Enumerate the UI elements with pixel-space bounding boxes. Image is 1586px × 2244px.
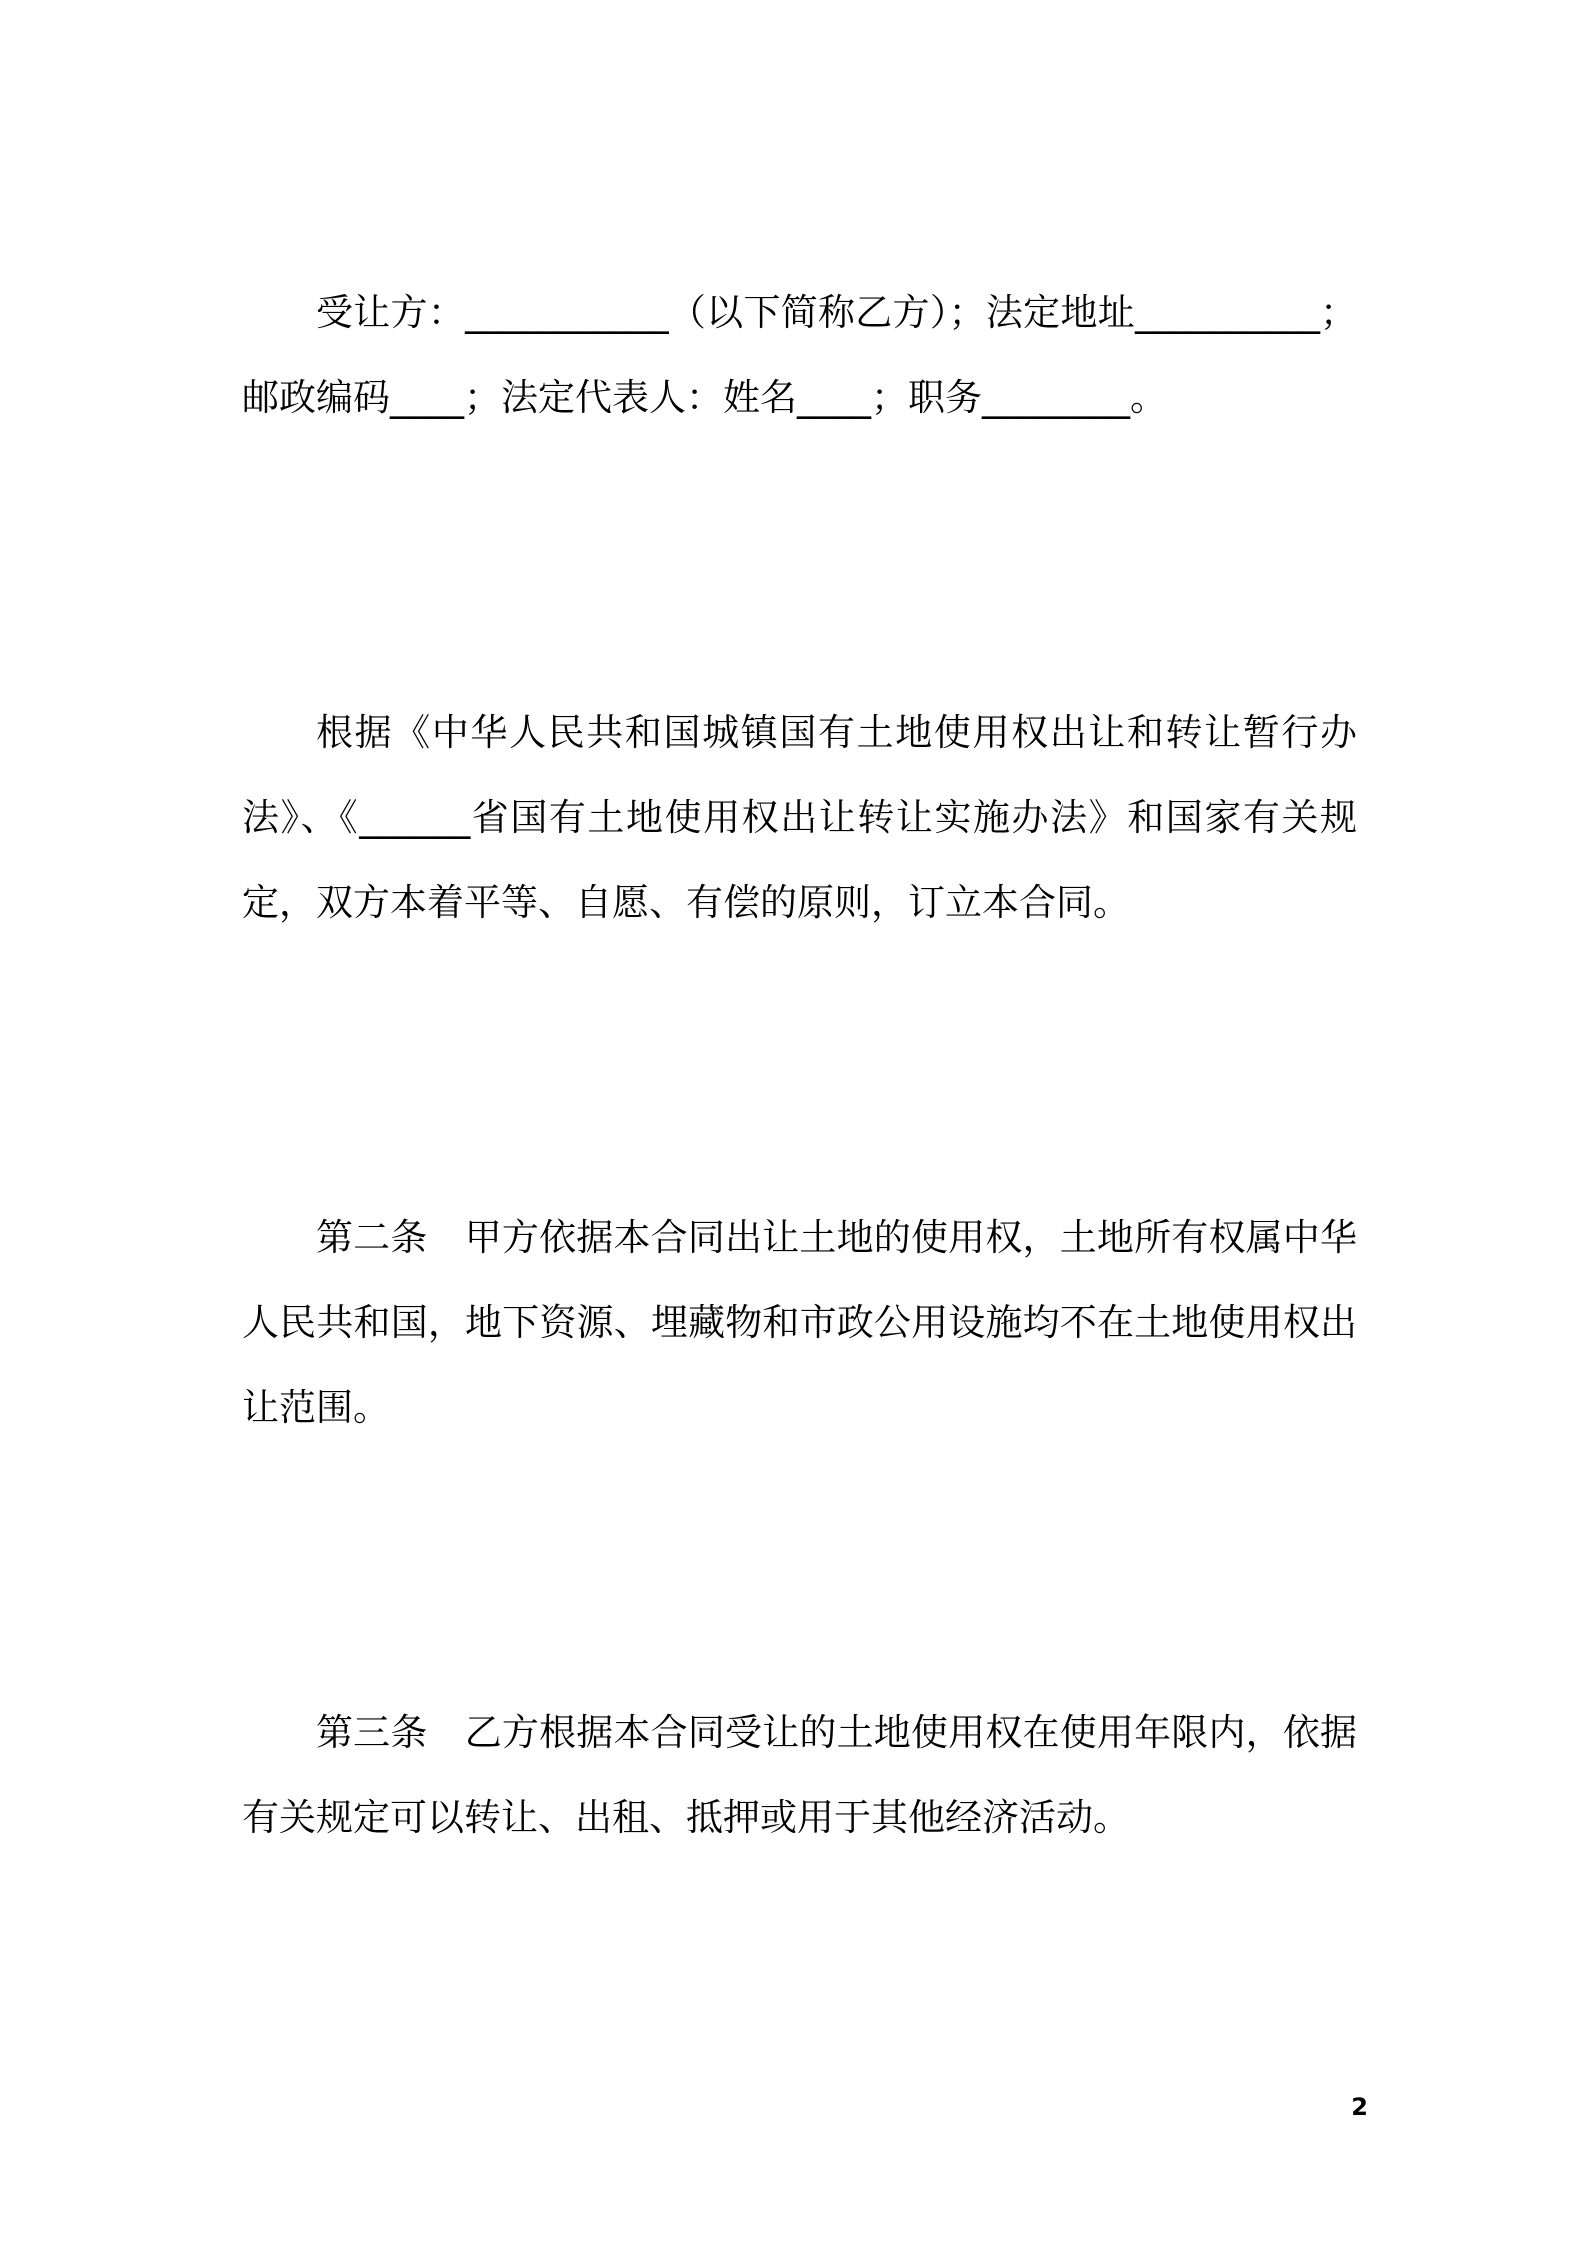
page-number: 2: [1351, 2093, 1368, 2121]
article-2-paragraph: 第二条 甲方依据本合同出让土地的使用权，土地所有权属中华人民共和国，地下资源、埋藏物和市政公用设施均不在土地使用权出让范围。: [242, 1216, 1357, 1429]
article-3-paragraph: 第三条 乙方根据本合同受让的土地使用权在使用年限内，依据有关规定可以转让、出租、抵押或用于其他经济活动。: [242, 1711, 1357, 1839]
legal-basis-paragraph: 根据《中华人民共和国城镇国有土地使用权出让和转让暂行办法》、《______省国有土地使用权出让转让实施办法》和国家有关规定，双方本着平等、自愿、有偿的原则，订立本合同。: [242, 711, 1357, 924]
party-b-paragraph: 受让方：___________（以下简称乙方）；法定地址__________；邮政编码____；法定代表人：姓名____；职务________。: [242, 291, 1357, 419]
